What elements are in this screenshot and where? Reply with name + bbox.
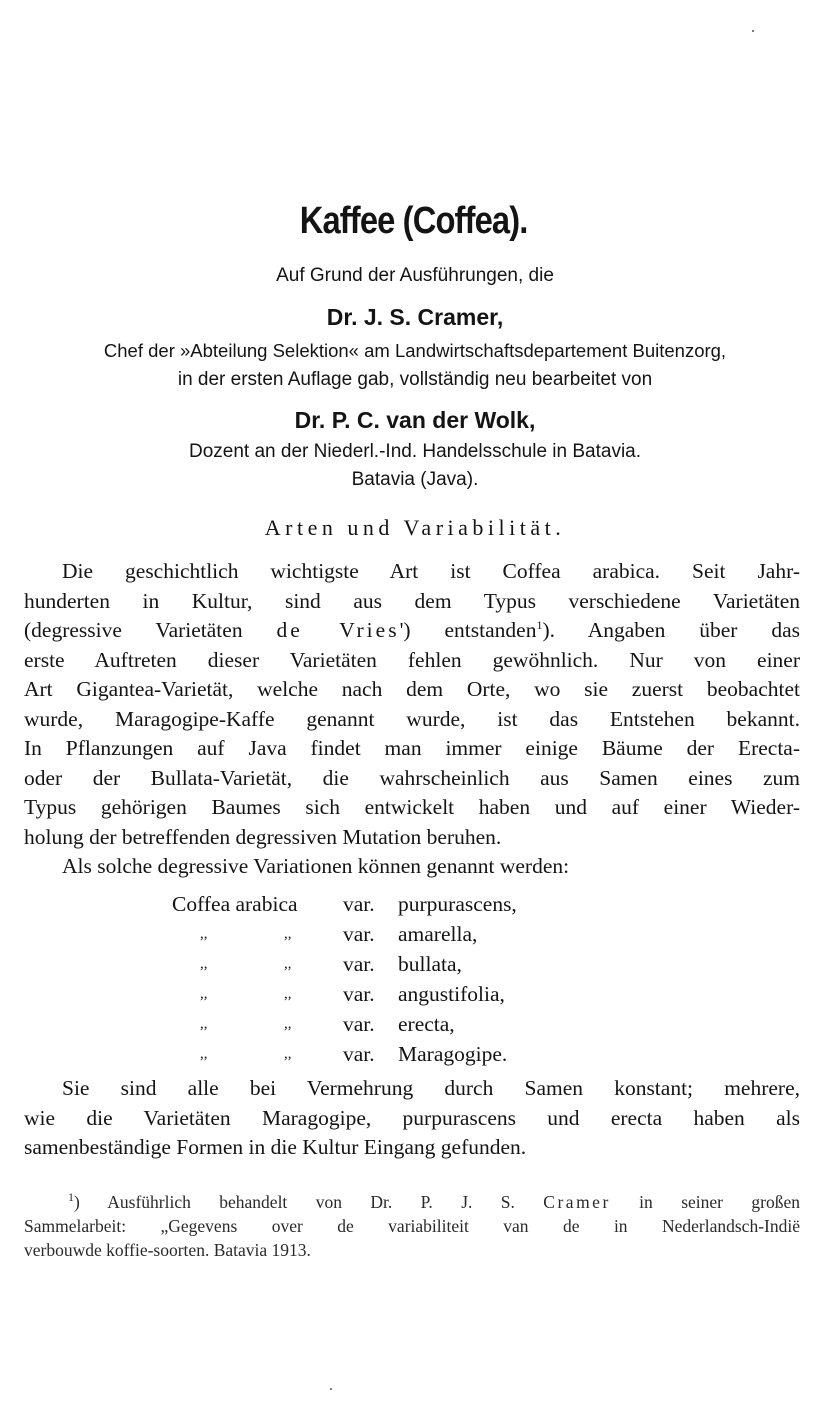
text-fragment: ') entstanden xyxy=(399,618,537,642)
ditto-mark: ,, xyxy=(200,926,208,942)
text-line: erste Auftreten dieser Varietäten fehlen gewöhnlich. Nur von einer xyxy=(24,647,800,672)
cited-name: Cramer xyxy=(543,1192,611,1212)
text-line: hunderten in Kultur, sind aus dem Typus verschiedene Varietäten xyxy=(24,588,800,613)
ditto-mark: ,, xyxy=(284,1046,292,1062)
variety-label: var. xyxy=(343,1012,375,1036)
text-line: wie die Varietäten Maragogipe, purpurascens und erecta haben als xyxy=(24,1105,800,1130)
text-fragment: (degressive Varietäten xyxy=(24,618,277,642)
species-name: Coffea arabica xyxy=(172,892,298,916)
ditto-mark: ,, xyxy=(200,1016,208,1032)
variety-name: angustifolia, xyxy=(398,982,505,1006)
footnote-line: verbouwde koffie-soorten. Batavia 1913. xyxy=(24,1240,311,1260)
variety-row xyxy=(172,890,298,920)
variety-label: var. xyxy=(343,952,375,976)
variety-name: erecta, xyxy=(398,1012,455,1036)
author-location: Batavia (Java). xyxy=(351,469,479,490)
variety-label: var. xyxy=(343,892,375,916)
footnote-mark: 1 xyxy=(68,1190,74,1205)
author-position: Chef der »Abteilung Selektion« am Landwirtschaftsdepartement Buitenzorg, xyxy=(103,340,727,361)
chapter-title: Kaffee (Coffea). xyxy=(299,200,528,242)
footnote-reference: 1 xyxy=(536,617,543,632)
edition-note: in der ersten Auflage gab, vollständig neu bearbeitet von xyxy=(177,369,653,390)
text-line: Als solche degressive Variationen können genannt werden: xyxy=(62,854,570,878)
text-line: Art Gigantea-Varietät, welche nach dem Orte, wo sie zuerst beobachtet xyxy=(24,677,800,701)
page-speck xyxy=(330,1388,332,1390)
text-line: Die geschichtlich wichtigste Art ist Coffea arabica. Seit Jahr- xyxy=(62,559,800,583)
variety-label: var. xyxy=(343,1042,375,1066)
footnote-line: Sammelarbeit: „Gegevens over de variabiliteit van de in Nederlandsch-Indië xyxy=(24,1216,800,1236)
ditto-mark: ,, xyxy=(200,956,208,972)
text-line: samenbeständige Formen in die Kultur Eingang gefunden. xyxy=(24,1135,527,1159)
text-line: Sie sind alle bei Vermehrung durch Samen konstant; mehrere, xyxy=(62,1076,800,1100)
cited-name: de Vries xyxy=(276,618,400,642)
ditto-mark: ,, xyxy=(284,986,292,1002)
text-fragment: in seiner großen xyxy=(610,1192,800,1212)
section-heading: Arten und Variabilität. xyxy=(264,515,566,540)
ditto-mark: ,, xyxy=(200,986,208,1002)
paragraph-varieties-intro xyxy=(24,557,800,882)
author-affiliation: Dozent an der Niederl.-Ind. Handelsschule in Batavia. xyxy=(188,441,642,462)
variety-label: var. xyxy=(343,982,375,1006)
variety-name: amarella, xyxy=(398,922,478,946)
text-line-with-footnote xyxy=(24,616,800,646)
ditto-mark: ,, xyxy=(284,1016,292,1032)
variety-label: var. xyxy=(343,922,375,946)
text-line: In Pflanzungen auf Java findet man immer einige Bäume der Erecta- xyxy=(24,736,800,760)
ditto-mark: ,, xyxy=(284,926,292,942)
text-line: Typus gehörigen Baumes sich entwickelt haben und auf einer Wieder- xyxy=(24,795,800,819)
text-fragment: ). Angaben über das xyxy=(542,618,800,642)
paragraph-conclusion xyxy=(24,1074,800,1163)
variety-name: purpurascens, xyxy=(398,892,517,916)
ditto-mark: ,, xyxy=(200,1046,208,1062)
attribution-line: Auf Grund der Ausführungen, die xyxy=(276,265,554,286)
original-author: Dr. J. S. Cramer, xyxy=(326,304,504,330)
text-line: holung der betreffenden degressiven Mutation beruhen. xyxy=(24,824,502,849)
ditto-mark: ,, xyxy=(284,956,292,972)
text-line: wurde, Maragogipe-Kaffe genannt wurde, ist das Entstehen bekannt. xyxy=(24,706,800,731)
variety-name: Maragogipe. xyxy=(398,1042,508,1066)
text-line: oder der Bullata-Varietät, die wahrscheinlich aus Samen eines zum xyxy=(24,765,800,790)
variety-name: bullata, xyxy=(398,952,462,976)
variety-list xyxy=(0,890,830,1070)
revising-author: Dr. P. C. van der Wolk, xyxy=(294,407,536,433)
page-speck xyxy=(752,30,754,32)
footnote-line xyxy=(24,1190,800,1214)
footnote xyxy=(24,1190,800,1262)
text-fragment: ) Ausführlich behandelt von Dr. P. J. S. xyxy=(74,1192,544,1212)
